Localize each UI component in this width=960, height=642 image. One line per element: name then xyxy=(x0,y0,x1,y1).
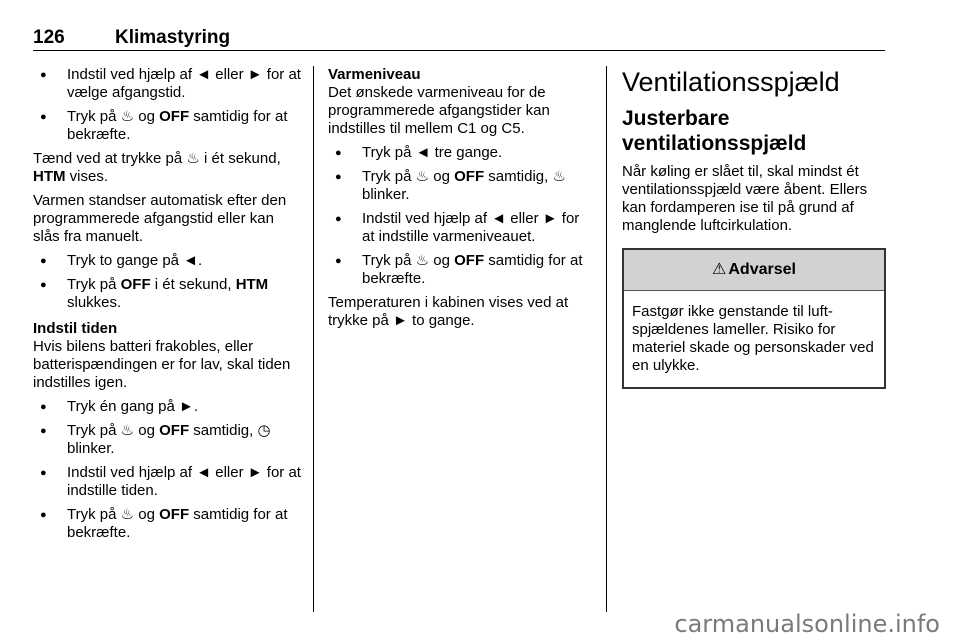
warning-header xyxy=(624,250,884,291)
list-item: ● Tryk på ♨ og OFF samtidig for at bekræfte. xyxy=(33,506,301,542)
list-item: ● Indstil ved hjælp af ◄ eller ► for at vælge afgangstid. xyxy=(33,66,301,102)
paragraph: Når køling er slået til, skal mindst ét ventilationsspjæld være åbent. Ellers kan fordamperen ise til på grund af manglende luftcirkulation. xyxy=(622,163,868,234)
paragraph: Temperaturen i kabinen vises ved at trykke på ► to gange. xyxy=(328,294,569,329)
warning-triangle-icon: ⚠ xyxy=(712,261,727,278)
list-item: ● Tryk på ◄ tre gange. xyxy=(328,144,594,162)
right-column xyxy=(622,66,886,389)
list-item: ● Tryk på OFF i ét sekund, HTM slukkes. xyxy=(33,276,301,312)
heater-icon: ♨ xyxy=(120,422,135,439)
column-divider-1 xyxy=(313,66,314,612)
paragraph: Det ønskede varmeniveau for de programmerede afgangstider kan indstilles til mellem C1 og C5. xyxy=(328,84,550,137)
heater-icon: ♨ xyxy=(120,108,135,125)
paragraph: Hvis bilens batteri frakobles, eller batterispændingen er for lav, skal tiden indstilles igen. xyxy=(33,338,291,391)
watermark: carmanualsonline.info xyxy=(674,610,940,638)
paragraph: Tænd ved at trykke på ♨ i ét sekund, HTM vises. xyxy=(33,150,281,185)
section-title: Klimastyring xyxy=(115,27,231,48)
bullet-list-time xyxy=(33,398,301,542)
warning-label: Advarsel xyxy=(728,261,796,278)
subheading-set-time: Indstil tiden xyxy=(33,320,118,337)
clock-icon: ◷ xyxy=(257,422,271,439)
page-number: 126 xyxy=(33,27,65,48)
bullet-list-setup xyxy=(33,66,301,144)
list-item: ● Tryk én gang på ►. xyxy=(33,398,301,416)
list-item: ● Indstil ved hjælp af ◄ eller ► for at indstille varmeniveauet. xyxy=(328,210,594,246)
paragraph: Varmen standser automatisk efter den programmerede afgangstid eller kan slås fra manuelt. xyxy=(33,192,287,245)
middle-column xyxy=(328,66,594,336)
bullet-list-heat xyxy=(328,144,594,288)
list-item: ● Indstil ved hjælp af ◄ eller ► for at indstille tiden. xyxy=(33,464,301,500)
subsection-heading: Justerbare ventilationsspjæld xyxy=(622,107,807,155)
left-column xyxy=(33,66,301,548)
column-divider-2 xyxy=(606,66,607,612)
subheading-heat-level: Varmeniveau xyxy=(328,66,421,83)
heater-icon: ♨ xyxy=(415,168,430,185)
list-item: ● Tryk to gange på ◄. xyxy=(33,252,301,270)
warning-text: Fastgør ikke genstande til luft-spjældenes lameller. Risiko for materiel skade og personskader ved en ulykke. xyxy=(632,303,874,374)
list-item: ● Tryk på ♨ og OFF samtidig for at bekræfte. xyxy=(328,252,594,288)
heater-icon: ♨ xyxy=(552,168,566,185)
list-item: ● Tryk på ♨ og OFF samtidig for at bekræfte. xyxy=(33,108,301,144)
section-heading: Ventilationsspjæld xyxy=(622,67,840,97)
heater-icon: ♨ xyxy=(120,506,135,523)
bullet-list-stop xyxy=(33,252,301,312)
list-item: ● Tryk på ♨ og OFF samtidig, ♨ blinker. xyxy=(328,168,594,204)
heater-icon: ♨ xyxy=(415,252,430,269)
list-item: ● Tryk på ♨ og OFF samtidig, ◷ blinker. xyxy=(33,422,301,458)
warning-box xyxy=(622,248,886,389)
page-header xyxy=(33,24,885,51)
heater-icon: ♨ xyxy=(186,150,200,167)
